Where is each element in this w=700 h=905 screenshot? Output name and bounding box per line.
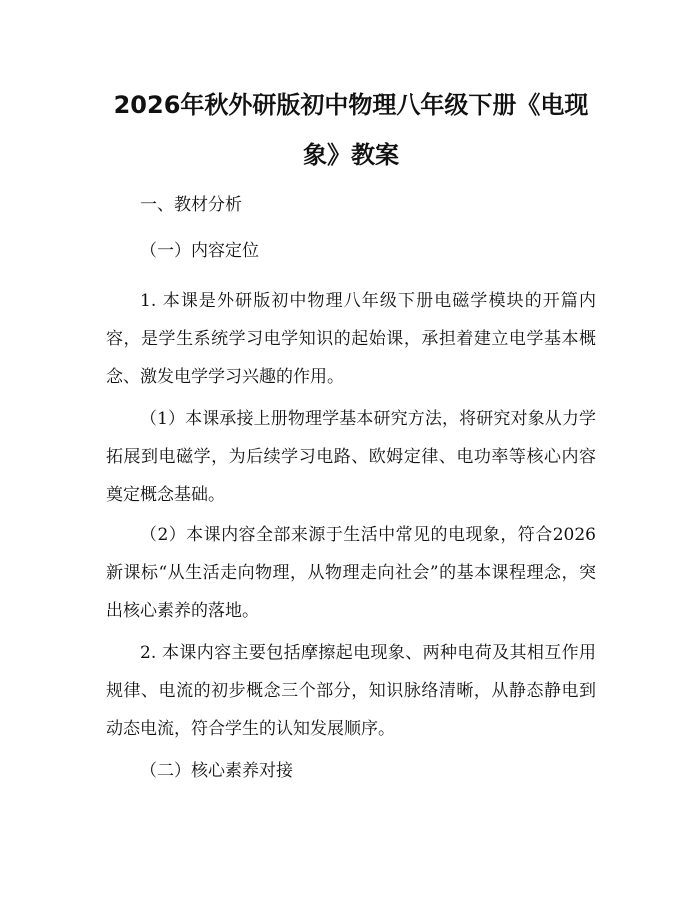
paragraph-1-1: （1）本课承接上册物理学基本研究方法，将研究对象从力学拓展到电磁学，为后续学习电路、欧姆定律、电功率等核心内容奠定概念基础。 xyxy=(106,409,596,505)
paragraph-2: 2. 本课内容主要包括摩擦起电现象、两种电荷及其相互作用规律、电流的初步概念三个部分，知识脉络清晰，从静态静电到动态电流，符合学生的认知发展顺序。 xyxy=(106,643,596,739)
paragraph-1: 1. 本课是外研版初中物理八年级下册电磁学模块的开篇内容，是学生系统学习电学知识的起始课，承担着建立电学基本概念、激发电学学习兴趣的作用。 xyxy=(106,291,596,387)
subsection-heading-core-literacy: （二）核心素养对接 xyxy=(140,761,293,781)
subsection-heading-content-positioning: （一）内容定位 xyxy=(140,241,259,261)
document-title: 2026年秋外研版初中物理八年级下册《电现象》教案 xyxy=(113,91,589,169)
section-heading-textbook-analysis: 一、教材分析 xyxy=(140,195,242,215)
paragraph-1-2: （2）本课内容全部来源于生活中常见的电现象，符合2026新课标“从生活走向物理，从物理走向社会”的基本课程理念，突出核心素养的落地。 xyxy=(106,525,596,621)
